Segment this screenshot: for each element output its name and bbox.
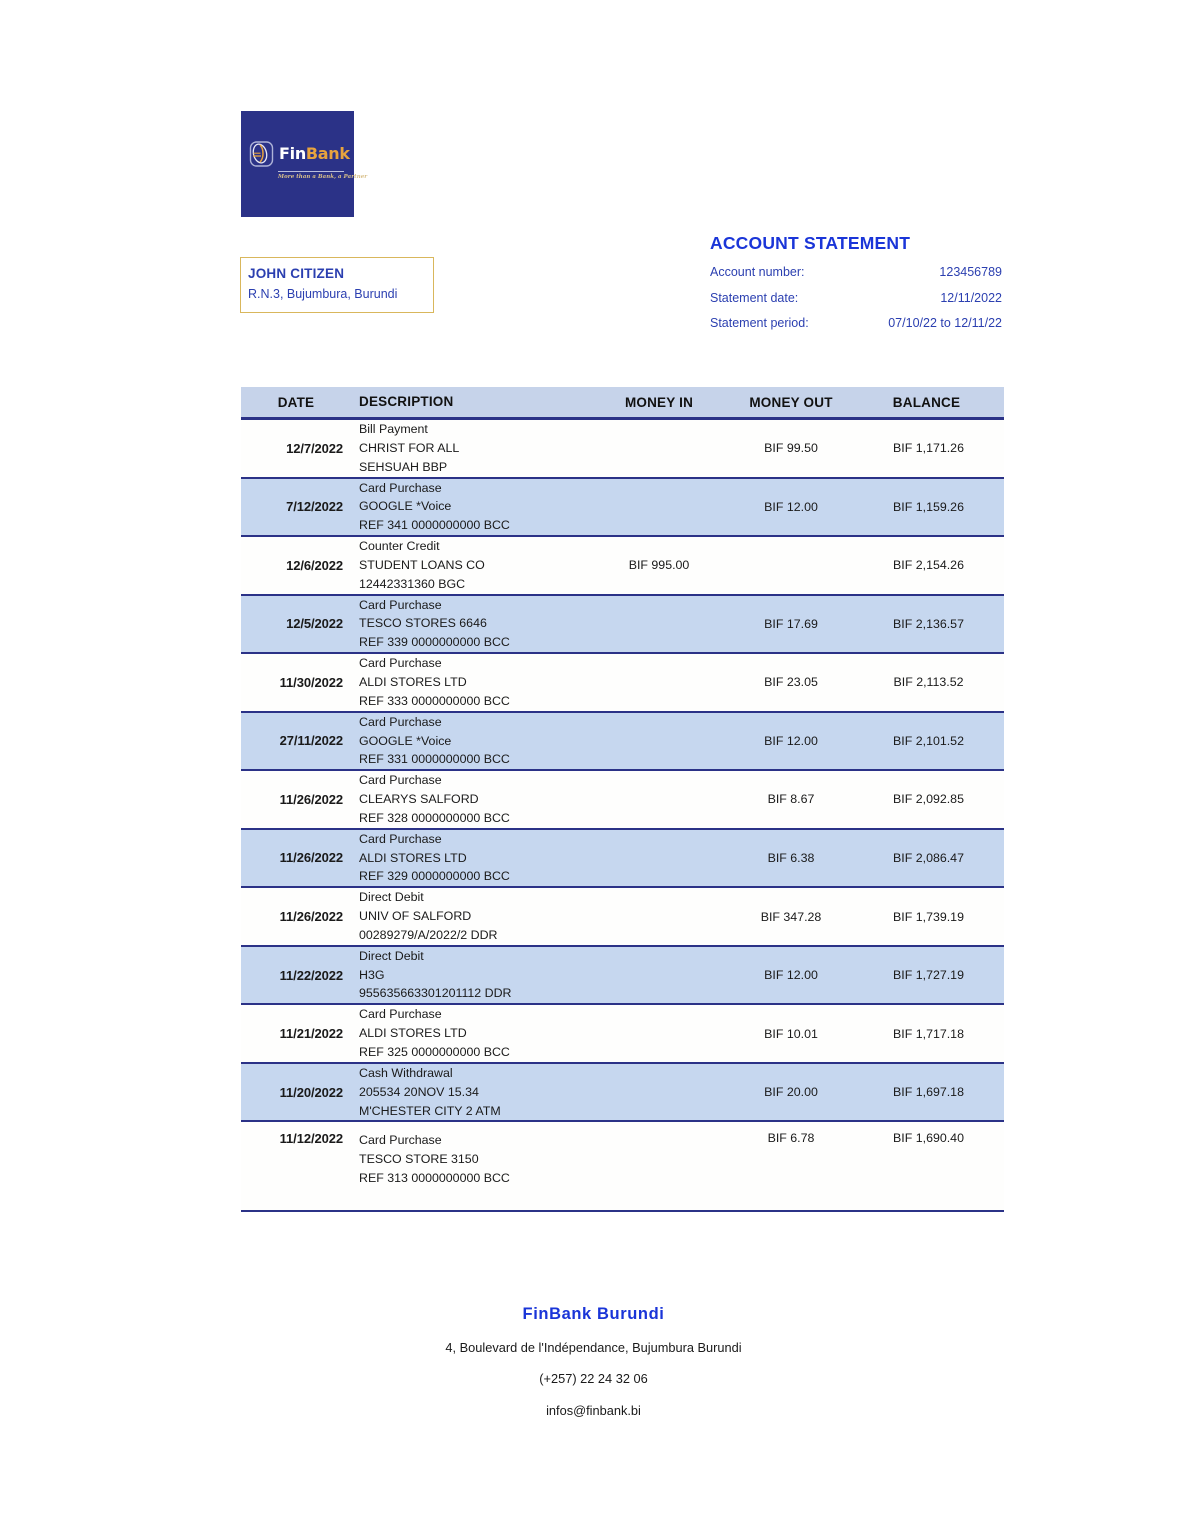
- description-line-3: SEHSUAH BBP: [359, 459, 448, 474]
- description-line-2: ALDI STORES LTD: [359, 674, 467, 689]
- cell-money-out: BIF 8.67: [767, 792, 815, 807]
- table-row: [241, 479, 1004, 538]
- description-line-1: Card Purchase: [359, 1133, 442, 1148]
- cell-balance: BIF 2,154.26: [893, 558, 964, 573]
- cell-balance: BIF 1,171.26: [893, 441, 964, 456]
- transactions-table: [241, 387, 1004, 1212]
- table-header-row: [241, 387, 1004, 420]
- cell-money-out: BIF 6.38: [767, 850, 815, 865]
- cell-date: 11/26/2022: [279, 791, 343, 807]
- cell-balance: BIF 2,092.85: [893, 792, 964, 807]
- table-row: [241, 654, 1004, 713]
- cell-balance: BIF 1,727.19: [893, 968, 964, 983]
- description-line-3: REF 339 0000000000 BCC: [359, 635, 510, 650]
- description-line-2: STUDENT LOANS CO: [359, 557, 485, 572]
- cell-balance: BIF 1,690.40: [893, 1131, 964, 1146]
- logo-wordmark: [279, 143, 350, 163]
- table-row: [241, 1122, 1004, 1212]
- description-line-3: REF 341 0000000000 BCC: [359, 518, 510, 533]
- description-line-2: ALDI STORES LTD: [359, 1026, 467, 1041]
- description-line-3: 00289279/A/2022/2 DDR: [359, 927, 498, 942]
- cell-money-in: BIF 995.00: [628, 558, 690, 573]
- description-line-1: Cash Withdrawal: [359, 1065, 453, 1080]
- footer-email: infos@finbank.bi: [546, 1402, 641, 1418]
- cell-date: 11/21/2022: [279, 1026, 343, 1042]
- cell-money-out: BIF 10.01: [764, 1026, 818, 1041]
- cell-money-out: BIF 12.00: [764, 733, 818, 748]
- description-line-2: CLEARYS SALFORD: [359, 792, 479, 807]
- column-header-date: DATE: [277, 394, 315, 410]
- table-row: [241, 830, 1004, 889]
- table-body: [241, 420, 1004, 1212]
- cell-balance: BIF 2,113.52: [893, 675, 964, 690]
- statement-header: [710, 233, 1002, 343]
- column-header-balance: BALANCE: [892, 394, 961, 410]
- cell-date: 12/5/2022: [286, 616, 343, 632]
- cell-description: [351, 1064, 593, 1121]
- description-line-2: H3G: [359, 967, 385, 982]
- account-number-value: 123456789: [939, 265, 1002, 279]
- table-row: [241, 596, 1004, 655]
- cell-money-out: BIF 6.78: [767, 1131, 815, 1146]
- description-line-1: Direct Debit: [359, 948, 424, 963]
- description-line-3: 12442331360 BGC: [359, 576, 466, 591]
- cell-money-out: BIF 23.05: [764, 675, 818, 690]
- cell-money-out: BIF 12.00: [764, 968, 818, 983]
- logo-inner: [248, 133, 368, 185]
- statement-field-statement-date: [710, 292, 1002, 305]
- page-footer: [0, 1305, 1187, 1434]
- description-line-1: Bill Payment: [359, 422, 428, 436]
- description-line-1: Card Purchase: [359, 1007, 442, 1022]
- description-line-1: Direct Debit: [359, 890, 424, 905]
- cell-balance: BIF 1,739.19: [893, 909, 964, 924]
- cell-description: [351, 771, 593, 828]
- description-line-2: TESCO STORES 6646: [359, 616, 487, 631]
- cell-money-out: BIF 99.50: [764, 441, 818, 456]
- table-row: [241, 537, 1004, 596]
- statement-period-value: 07/10/22 to 12/11/22: [888, 316, 1002, 330]
- page-title: ACCOUNT STATEMENT: [710, 233, 911, 253]
- cell-balance: BIF 2,086.47: [893, 850, 964, 865]
- cell-description: [351, 947, 593, 1004]
- logo-divider: [278, 171, 344, 172]
- cell-description: [351, 1005, 593, 1062]
- logo-top-row: [248, 139, 348, 169]
- account-number-label: Account number:: [710, 265, 805, 279]
- cell-money-out: BIF 20.00: [764, 1085, 818, 1100]
- footer-bank-name: FinBank Burundi: [522, 1305, 665, 1323]
- cell-balance: BIF 2,101.52: [893, 733, 964, 748]
- column-header-description: DESCRIPTION: [359, 393, 454, 409]
- table-row: [241, 947, 1004, 1006]
- logo-text-bank: Bank: [305, 143, 350, 163]
- statement-date-value: 12/11/2022: [940, 290, 1002, 305]
- description-line-3: M'CHESTER CITY 2 ATM: [359, 1103, 501, 1118]
- table-row: [241, 1005, 1004, 1064]
- cell-money-out: BIF 347.28: [760, 909, 822, 924]
- customer-address-box: [240, 257, 434, 313]
- cell-description: [351, 537, 593, 594]
- cell-date: 11/12/2022: [279, 1131, 343, 1147]
- cell-date: 11/20/2022: [279, 1084, 343, 1100]
- description-line-1: Card Purchase: [359, 714, 442, 729]
- cell-date: 11/26/2022: [279, 909, 343, 925]
- cell-date: 11/30/2022: [279, 674, 343, 690]
- description-line-3: REF 331 0000000000 BCC: [359, 752, 510, 767]
- statement-period-label: Statement period:: [710, 316, 809, 330]
- cell-date: 11/22/2022: [279, 967, 343, 983]
- description-line-2: GOOGLE *Voice: [359, 733, 452, 748]
- description-line-2: TESCO STORE 3150: [359, 1152, 479, 1167]
- cell-date: 12/6/2022: [286, 557, 343, 573]
- footer-phone: (+257) 22 24 32 06: [539, 1371, 648, 1387]
- customer-name: JOHN CITIZEN: [248, 266, 345, 281]
- description-line-3: REF 329 0000000000 BCC: [359, 869, 510, 884]
- description-line-3: REF 325 0000000000 BCC: [359, 1045, 510, 1059]
- cell-description: [351, 888, 593, 945]
- cell-date: 12/7/2022: [286, 440, 343, 456]
- description-line-3: REF 328 0000000000 BCC: [359, 810, 510, 825]
- description-line-2: ALDI STORES LTD: [359, 850, 467, 865]
- footer-address: 4, Boulevard de l'Indépendance, Bujumbura Burundi: [445, 1340, 742, 1355]
- table-row: [241, 1064, 1004, 1123]
- description-line-1: Counter Credit: [359, 539, 440, 554]
- finbank-emblem-icon: [248, 140, 275, 168]
- cell-date: 27/11/2022: [279, 733, 343, 749]
- description-line-1: Card Purchase: [359, 597, 442, 612]
- logo-text-fin: Fin: [279, 143, 306, 163]
- customer-address: R.N.3, Bujumbura, Burundi: [248, 287, 398, 302]
- cell-description: [351, 654, 593, 711]
- statement-date-label: Statement date:: [710, 290, 799, 305]
- cell-balance: BIF 2,136.57: [893, 616, 964, 631]
- table-row: [241, 771, 1004, 830]
- cell-description: [351, 713, 593, 770]
- description-line-2: CHRIST FOR ALL: [359, 440, 460, 455]
- statement-field-statement-period: [710, 317, 1002, 330]
- finbank-logo: [241, 111, 368, 217]
- cell-description: [351, 596, 593, 653]
- cell-money-out: BIF 17.69: [764, 616, 818, 631]
- table-row: [241, 713, 1004, 772]
- cell-description: [351, 1131, 593, 1188]
- cell-balance: BIF 1,717.18: [893, 1026, 964, 1041]
- cell-money-out: BIF 12.00: [764, 499, 818, 514]
- cell-balance: BIF 1,159.26: [893, 499, 964, 514]
- description-line-3: 955635663301201112 DDR: [359, 986, 512, 1001]
- cell-description: [351, 420, 593, 477]
- cell-description: [351, 479, 593, 536]
- cell-balance: BIF 1,697.18: [893, 1085, 964, 1100]
- statement-field-account-number: [710, 266, 1002, 279]
- description-line-1: Card Purchase: [359, 480, 442, 495]
- cell-description: [351, 830, 593, 887]
- description-line-2: 205534 20NOV 15.34: [359, 1084, 479, 1099]
- table-row: [241, 888, 1004, 947]
- column-header-money-in: MONEY IN: [624, 394, 694, 410]
- description-line-1: Card Purchase: [359, 773, 442, 788]
- logo-tagline: More than a Bank, a Partner: [278, 173, 368, 180]
- column-header-money-out: MONEY OUT: [749, 394, 833, 410]
- description-line-3: REF 313 0000000000 BCC: [359, 1171, 510, 1186]
- description-line-3: REF 333 0000000000 BCC: [359, 693, 510, 708]
- description-line-1: Card Purchase: [359, 831, 442, 846]
- description-line-2: UNIV OF SALFORD: [359, 909, 472, 924]
- description-line-1: Card Purchase: [359, 656, 442, 671]
- cell-date: 11/26/2022: [279, 850, 343, 866]
- description-line-2: GOOGLE *Voice: [359, 499, 452, 514]
- table-row: [241, 420, 1004, 479]
- cell-date: 7/12/2022: [286, 499, 343, 515]
